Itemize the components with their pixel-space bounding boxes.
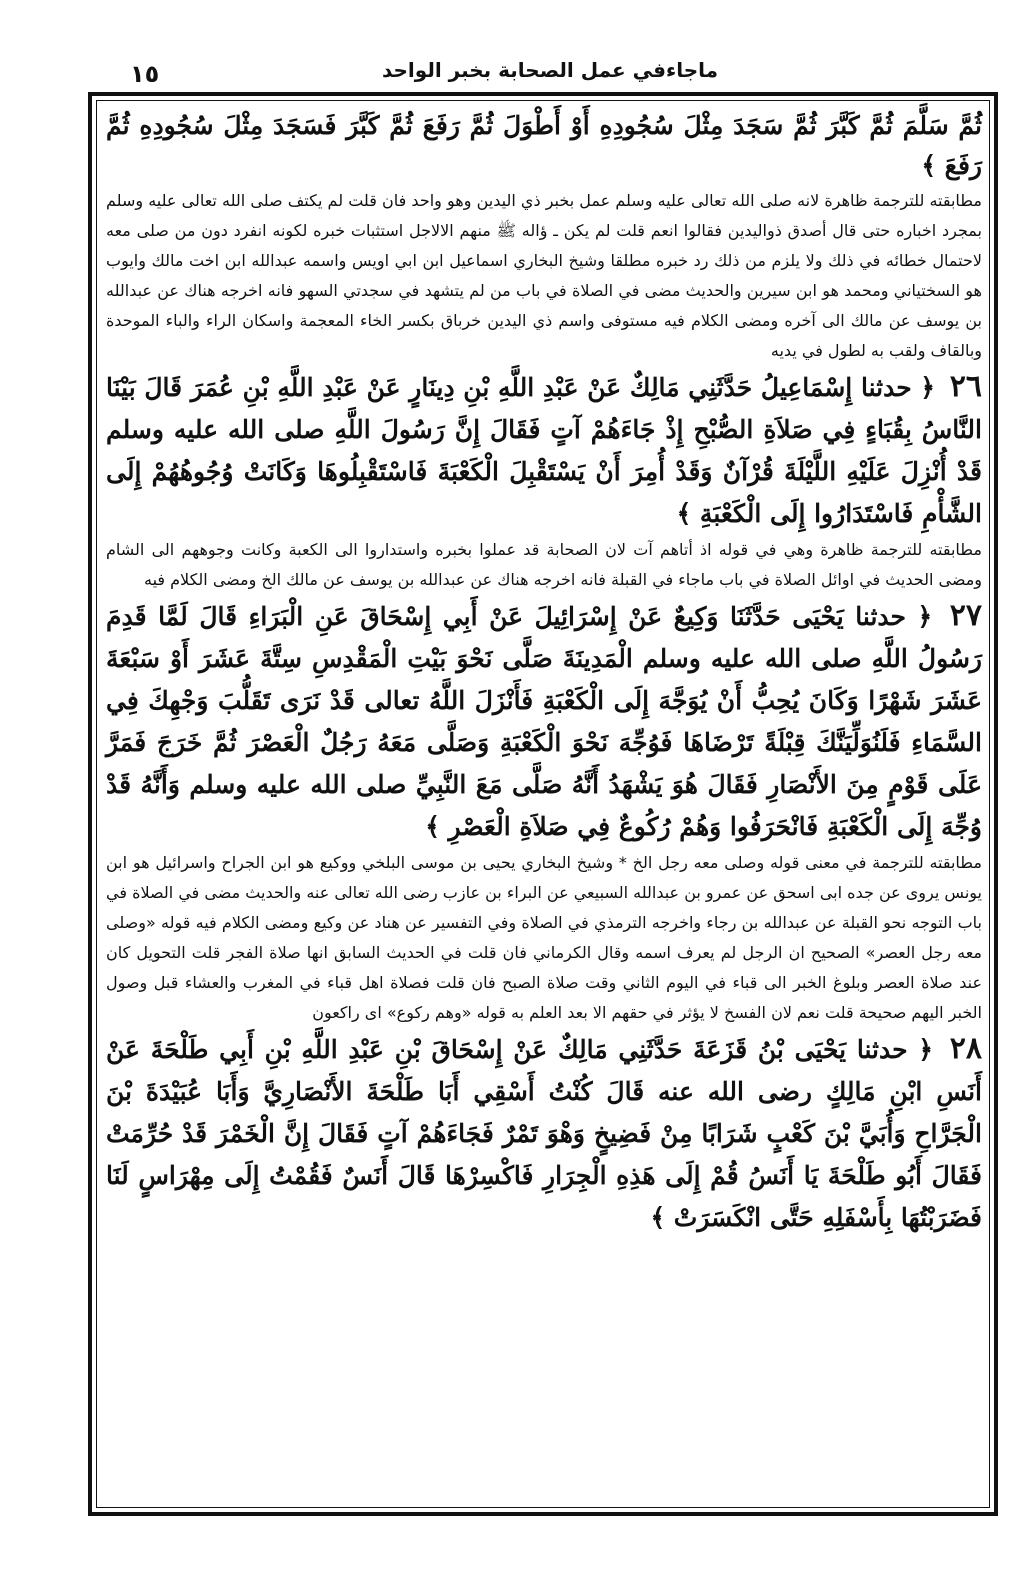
hadith-intro: ﴿ حدثنا: [860, 373, 936, 402]
commentary-paragraph: [106, 535, 982, 595]
hadith-text: يَحْيَى حَدَّثَنَا وَكِيعٌ عَنْ إِسْرَائِيلَ عَنْ أَبِي إِسْحَاقَ عَنِ الْبَرَاءِ قَالَ لَمَّا قَدِمَ رَسُولُ اللَّهِ صلى الله عليه وسلم الْمَدِينَةَ صَلَّى نَحْوَ بَيْتِ الْمَقْدِسِ سِتَّةَ عَشَرَ أَوْ سَبْعَةَ عَشَرَ شَهْرًا وَكَانَ يُحِبُّ أَنْ يُوَجَّهَ إِلَى الْكَعْبَةِ فَأَنْزَلَ اللَّهُ تعالى قَدْ نَرَى تَقَلُّبَ وَجْهِكَ فِي السَّمَاءِ فَلَنُوَلِّيَنَّكَ قِبْلَةً تَرْضَاهَا فَوُجِّهَ نَحْوَ الْكَعْبَةِ وَصَلَّى مَعَهُ رَجُلٌ الْعَصْرَ ثُمَّ خَرَجَ فَمَرَّ عَلَى قَوْمٍ مِنَ الأَنْصَارِ فَقَالَ هُوَ يَشْهَدُ أَنَّهُ صَلَّى مَعَ النَّبِيِّ صلى الله عليه وسلم وَأَنَّهُ قَدْ وُجِّهَ إِلَى الْكَعْبَةِ فَانْحَرَفُوا وَهُمْ رُكُوعٌ فِي صَلاَةِ الْعَصْرِ ﴾: [106, 602, 982, 841]
hadith-27: [106, 595, 982, 848]
commentary-paragraph: [106, 848, 982, 1028]
hadith-number: ٢٨: [949, 1031, 982, 1066]
hadith-text: إِسْمَاعِيلُ حَدَّثَنِي مَالِكٌ عَنْ عَبْدِ اللَّهِ بْنِ دِينَارٍ عَنْ عَبْدِ اللَّهِ بْنِ عُمَرَ قَالَ بَيْنَا النَّاسُ بِقُبَاءٍ فِي صَلاَةِ الصُّبْحِ إِذْ جَاءَهُمْ آتٍ فَقَالَ إِنَّ رَسُولَ اللَّهِ صلى الله عليه وسلم قَدْ أُنْزِلَ عَلَيْهِ اللَّيْلَةَ قُرْآنٌ وَقَدْ أُمِرَ أَنْ يَسْتَقْبِلَ الْكَعْبَةَ فَاسْتَقْبِلُوهَا وَكَانَتْ وُجُوهُهُمْ إِلَى الشَّأْمِ فَاسْتَدَارُوا إِلَى الْكَعْبَةِ ﴾: [106, 373, 982, 528]
hadith-intro: ﴿ حدثنا: [855, 602, 933, 631]
page-number: ١٥: [130, 60, 160, 88]
commentary-paragraph: [106, 186, 982, 366]
hadith-intro: ﴿ حدثنا: [856, 1035, 933, 1064]
commentary-text: مطابقته للترجمة في معنى قوله وصلى معه رجل الخ * وشيخ البخاري يحيى بن موسى البلخي ووكيع هو ابن الجراح واسرائيل هو ابن يونس يروى عن جده ابى اسحق عن عمرو بن عبدالله السبيعي عن البراء بن عازب رضى الله تعالى عنه والحديث مضى في الصلاة في باب التوجه نحو القبلة عن عبدالله بن رجاء واخرجه الترمذي في الصلاة وفي التفسير عن هناد عن وكيع ومضى الكلام فيه قوله «وصلى معه رجل العصر» الصحيح ان الرجل لم يعرف اسمه وقال الكرماني فان قلت في الحديث السابق انها صلاة الفجر قلت التحويل كان عند صلاة العصر وبلوغ الخبر الى قباء في اليوم الثاني وقت صلاة الصبح فان قلت فصلاة اهل قباء في المغرب والعشاء قبل وصول الخبر اليهم صحيحة قلت نعم لان الفسخ لا يؤثر في حقهم الا بعد العلم به قوله «وهم ركوع» اى راكعون: [106, 853, 982, 1022]
hadith-28: [106, 1028, 982, 1239]
commentary-text: مطابقته للترجمة ظاهرة لانه صلى الله تعالى عليه وسلم عمل بخبر ذي اليدين وهو واحد فان قلت لم يكتف صلى الله تعالى عليه وسلم بمجرد اخباره حتى قال أصدق ذواليدين فقالوا انعم قلت لم يكن ـ ؤاله ﷺ منهم الالاجل استثبات خبره لكونه انفرد دون من صلى معه لاحتمال خطائه في ذلك ولا يلزم من ذلك رد خبره مطلقا وشيخ البخاري اسماعيل ابن ابي اويس واسمه عبدالله ابن اخت مالك وايوب هو السختياني ومحمد هو ابن سيرين والحديث مضى في الصلاة في باب من لم يتشهد في سجدتي السهو فانه اخرجه هناك عن عبدالله بن يوسف عن مالك الى آخره ومضى الكلام فيه مستوفى واسم ذي اليدين خرباق بكسر الخاء المعجمة واسكان الراء والباء الموحدة وبالقاف ولقب به لطول في يديه: [106, 191, 982, 360]
text-body: [106, 106, 982, 1239]
hadith-text: ثُمَّ سَلَّمَ ثُمَّ كَبَّرَ ثُمَّ سَجَدَ مِثْلَ سُجُودِهِ أَوْ أَطْوَلَ ثُمَّ رَفَعَ ثُمَّ كَبَّرَ فَسَجَدَ مِثْلَ سُجُودِهِ ثُمَّ رَفَعَ ﴾: [106, 111, 982, 180]
commentary-text: مطابقته للترجمة ظاهرة وهي في قوله اذ أتاهم آت لان الصحابة قد عملوا بخبره واستداروا الى الكعبة وكانت وجوههم الى الشام ومضى الحديث في اوائل الصلاة في باب ماجاء في القبلة فانه اخرجه هناك عن عبدالله بن يوسف عن مالك الخ ومضى الكلام فيه: [106, 540, 982, 589]
hadith-continuation: [106, 106, 982, 186]
hadith-text: يَحْيَى بْنُ قَزَعَةَ حَدَّثَنِي مَالِكٌ عَنْ إِسْحَاقَ بْنِ عَبْدِ اللَّهِ بْنِ أَبِي طَلْحَةَ عَنْ أَنَسِ ابْنِ مَالِكٍ رضى الله عنه قَالَ كُنْتُ أَسْقِي أَبَا طَلْحَةَ الأَنْصَارِيَّ وَأَبَا عُبَيْدَةَ بْنَ الْجَرَّاحِ وَأُبَيَّ بْنَ كَعْبٍ شَرَابًا مِنْ فَضِيخٍ وَهْوَ تَمْرٌ فَجَاءَهُمْ آتٍ فَقَالَ إِنَّ الْخَمْرَ قَدْ حُرِّمَتْ فَقَالَ أَبُو طَلْحَةَ يَا أَنَسُ قُمْ إِلَى هَذِهِ الْجِرَارِ فَاكْسِرْهَا قَالَ أَنَسٌ فَقُمْتُ إِلَى مِهْرَاسٍ لَنَا فَضَرَبْتُهَا بِأَسْفَلِهِ حَتَّى انْكَسَرَتْ ﴾: [106, 1035, 982, 1232]
hadith-number: ٢٧: [949, 598, 982, 633]
hadith-26: [106, 366, 982, 535]
hadith-number: ٢٦: [949, 369, 982, 404]
running-title: ماجاءفي عمل الصحابة بخبر الواحد: [381, 58, 719, 82]
